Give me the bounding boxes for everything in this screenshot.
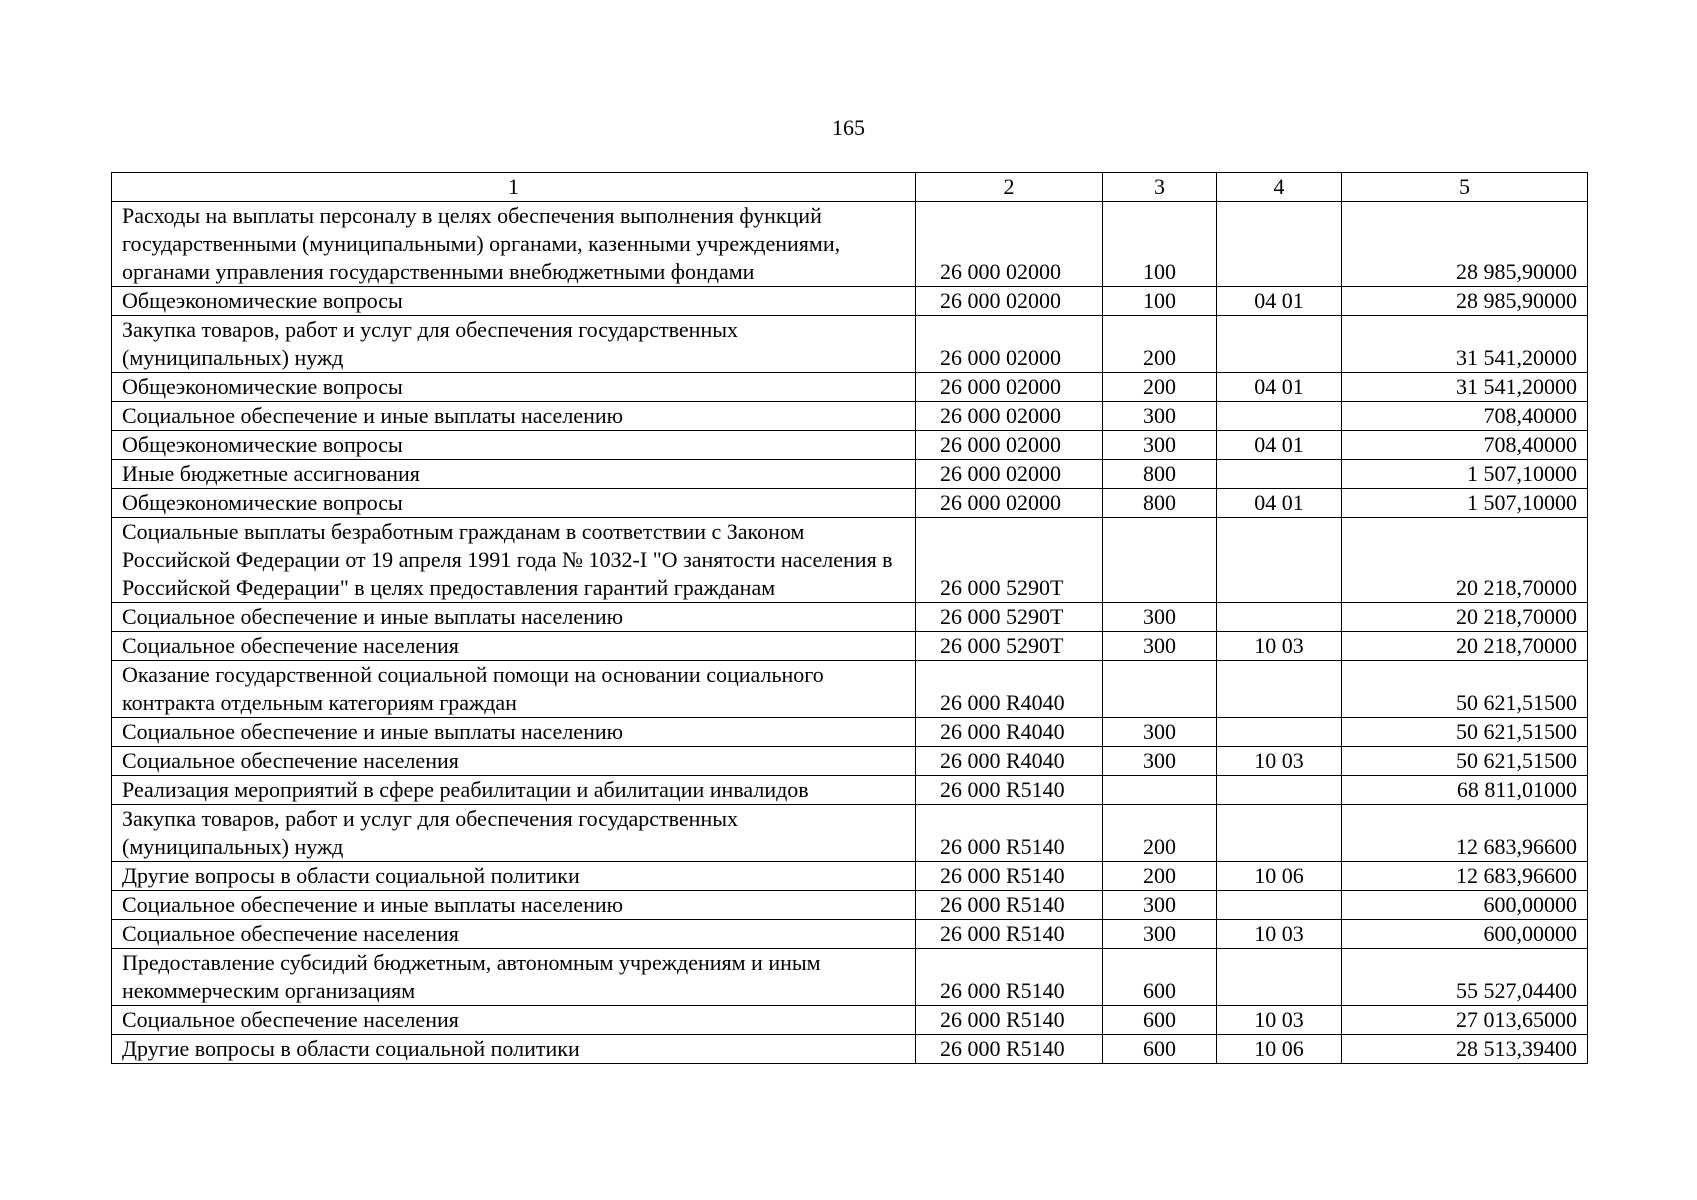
row-sum-cell: 1 507,10000 <box>1342 489 1588 518</box>
row-code-cell: 26 000 R5140 <box>916 891 1103 920</box>
row-sum-cell: 28 513,39400 <box>1342 1035 1588 1064</box>
row-code-cell: 26 000 R4040 <box>916 661 1103 718</box>
row-sum-cell: 50 621,51500 <box>1342 718 1588 747</box>
row-section-cell: 10 03 <box>1217 632 1342 661</box>
row-section-cell <box>1217 805 1342 862</box>
row-expense-type-cell: 300 <box>1103 718 1217 747</box>
table-row <box>112 891 1588 920</box>
row-section-cell: 10 03 <box>1217 1006 1342 1035</box>
row-sum-cell: 55 527,04400 <box>1342 949 1588 1006</box>
table-row <box>112 718 1588 747</box>
row-name-cell: Реализация мероприятий в сфере реабилитации и абилитации инвалидов <box>112 776 916 805</box>
table-row <box>112 862 1588 891</box>
row-expense-type-cell: 600 <box>1103 949 1217 1006</box>
row-section-cell: 04 01 <box>1217 287 1342 316</box>
row-section-cell <box>1217 460 1342 489</box>
row-section-cell: 04 01 <box>1217 431 1342 460</box>
row-expense-type-cell: 200 <box>1103 373 1217 402</box>
row-section-cell <box>1217 518 1342 603</box>
row-section-cell <box>1217 718 1342 747</box>
row-sum-cell: 50 621,51500 <box>1342 661 1588 718</box>
row-section-cell: 10 06 <box>1217 1035 1342 1064</box>
row-name-cell: Социальное обеспечение населения <box>112 747 916 776</box>
row-code-cell: 26 000 R5140 <box>916 862 1103 891</box>
row-code-cell: 26 000 5290Т <box>916 518 1103 603</box>
budget-table-body <box>112 173 1588 1064</box>
row-code-cell: 26 000 R5140 <box>916 776 1103 805</box>
column-header-5: 5 <box>1342 173 1588 202</box>
row-expense-type-cell: 300 <box>1103 747 1217 776</box>
row-name-cell: Иные бюджетные ассигнования <box>112 460 916 489</box>
row-section-cell <box>1217 202 1342 287</box>
row-code-cell: 26 000 02000 <box>916 287 1103 316</box>
row-name-cell: Другие вопросы в области социальной политики <box>112 1035 916 1064</box>
table-row <box>112 1006 1588 1035</box>
row-expense-type-cell: 600 <box>1103 1035 1217 1064</box>
row-expense-type-cell: 300 <box>1103 603 1217 632</box>
row-name-cell: Социальное обеспечение и иные выплаты населению <box>112 402 916 431</box>
row-name-cell: Общеэкономические вопросы <box>112 287 916 316</box>
table-row <box>112 805 1588 862</box>
row-expense-type-cell <box>1103 661 1217 718</box>
row-section-cell: 10 06 <box>1217 862 1342 891</box>
row-name-cell: Расходы на выплаты персоналу в целях обеспечения выполнения функций государственными (муниципальными) органами, казенными учреждениями, органами управления государственными внебюджетными фондами <box>112 202 916 287</box>
row-sum-cell: 50 621,51500 <box>1342 747 1588 776</box>
row-code-cell: 26 000 02000 <box>916 402 1103 431</box>
row-section-cell <box>1217 776 1342 805</box>
row-name-cell: Оказание государственной социальной помощи на основании социального контракта отдельным категориям граждан <box>112 661 916 718</box>
row-section-cell: 10 03 <box>1217 747 1342 776</box>
row-name-cell: Другие вопросы в области социальной политики <box>112 862 916 891</box>
row-expense-type-cell <box>1103 518 1217 603</box>
row-section-cell <box>1217 402 1342 431</box>
row-code-cell: 26 000 5290Т <box>916 632 1103 661</box>
row-expense-type-cell: 200 <box>1103 316 1217 373</box>
table-header-row <box>112 173 1588 202</box>
row-code-cell: 26 000 R4040 <box>916 747 1103 776</box>
row-expense-type-cell: 300 <box>1103 402 1217 431</box>
row-name-cell: Социальное обеспечение и иные выплаты населению <box>112 891 916 920</box>
table-row <box>112 202 1588 287</box>
row-expense-type-cell: 600 <box>1103 1006 1217 1035</box>
table-row <box>112 402 1588 431</box>
row-section-cell <box>1217 949 1342 1006</box>
row-code-cell: 26 000 02000 <box>916 202 1103 287</box>
row-name-cell: Социальные выплаты безработным гражданам в соответствии с Законом Российской Федерации от 19 апреля 1991 года № 1032-I "О занятости населения в Российской Федерации" в целях предоставления гарантий гражданам <box>112 518 916 603</box>
table-row <box>112 460 1588 489</box>
row-section-cell: 04 01 <box>1217 373 1342 402</box>
row-expense-type-cell: 300 <box>1103 920 1217 949</box>
row-expense-type-cell <box>1103 776 1217 805</box>
row-name-cell: Социальное обеспечение и иные выплаты населению <box>112 718 916 747</box>
row-expense-type-cell: 800 <box>1103 489 1217 518</box>
row-name-cell: Закупка товаров, работ и услуг для обеспечения государственных (муниципальных) нужд <box>112 805 916 862</box>
row-code-cell: 26 000 02000 <box>916 460 1103 489</box>
row-sum-cell: 31 541,20000 <box>1342 373 1588 402</box>
row-section-cell: 04 01 <box>1217 489 1342 518</box>
row-code-cell: 26 000 02000 <box>916 431 1103 460</box>
table-row <box>112 489 1588 518</box>
row-section-cell <box>1217 603 1342 632</box>
row-name-cell: Закупка товаров, работ и услуг для обеспечения государственных (муниципальных) нужд <box>112 316 916 373</box>
row-code-cell: 26 000 5290Т <box>916 603 1103 632</box>
row-section-cell <box>1217 891 1342 920</box>
row-expense-type-cell: 300 <box>1103 632 1217 661</box>
row-sum-cell: 27 013,65000 <box>1342 1006 1588 1035</box>
budget-table <box>111 172 1588 1064</box>
row-sum-cell: 31 541,20000 <box>1342 316 1588 373</box>
row-sum-cell: 600,00000 <box>1342 891 1588 920</box>
column-header-4: 4 <box>1217 173 1342 202</box>
column-header-3: 3 <box>1103 173 1217 202</box>
row-sum-cell: 28 985,90000 <box>1342 287 1588 316</box>
row-sum-cell: 600,00000 <box>1342 920 1588 949</box>
row-code-cell: 26 000 02000 <box>916 489 1103 518</box>
row-expense-type-cell: 200 <box>1103 805 1217 862</box>
row-sum-cell: 708,40000 <box>1342 431 1588 460</box>
row-sum-cell: 20 218,70000 <box>1342 632 1588 661</box>
row-sum-cell: 12 683,96600 <box>1342 805 1588 862</box>
row-sum-cell: 708,40000 <box>1342 402 1588 431</box>
page-number: 165 <box>832 115 865 140</box>
row-name-cell: Социальное обеспечение населения <box>112 1006 916 1035</box>
row-code-cell: 26 000 R5140 <box>916 1035 1103 1064</box>
row-code-cell: 26 000 R5140 <box>916 805 1103 862</box>
row-name-cell: Общеэкономические вопросы <box>112 373 916 402</box>
table-row <box>112 776 1588 805</box>
row-expense-type-cell: 200 <box>1103 862 1217 891</box>
table-row <box>112 373 1588 402</box>
row-sum-cell: 1 507,10000 <box>1342 460 1588 489</box>
table-row <box>112 920 1588 949</box>
table-row <box>112 747 1588 776</box>
table-row <box>112 287 1588 316</box>
column-header-2: 2 <box>916 173 1103 202</box>
row-name-cell: Предоставление субсидий бюджетным, автономным учреждениям и иным некоммерческим организациям <box>112 949 916 1006</box>
row-sum-cell: 20 218,70000 <box>1342 603 1588 632</box>
row-expense-type-cell: 800 <box>1103 460 1217 489</box>
table-row <box>112 1035 1588 1064</box>
row-name-cell: Общеэкономические вопросы <box>112 431 916 460</box>
row-name-cell: Социальное обеспечение и иные выплаты населению <box>112 603 916 632</box>
row-section-cell <box>1217 661 1342 718</box>
column-header-1: 1 <box>112 173 916 202</box>
row-section-cell <box>1217 316 1342 373</box>
table-row <box>112 949 1588 1006</box>
row-code-cell: 26 000 02000 <box>916 316 1103 373</box>
table-row <box>112 316 1588 373</box>
row-name-cell: Социальное обеспечение населения <box>112 920 916 949</box>
row-code-cell: 26 000 02000 <box>916 373 1103 402</box>
row-expense-type-cell: 300 <box>1103 431 1217 460</box>
row-expense-type-cell: 300 <box>1103 891 1217 920</box>
row-code-cell: 26 000 R5140 <box>916 920 1103 949</box>
row-section-cell: 10 03 <box>1217 920 1342 949</box>
row-name-cell: Общеэкономические вопросы <box>112 489 916 518</box>
row-sum-cell: 28 985,90000 <box>1342 202 1588 287</box>
row-sum-cell: 20 218,70000 <box>1342 518 1588 603</box>
table-row <box>112 661 1588 718</box>
row-expense-type-cell: 100 <box>1103 202 1217 287</box>
row-sum-cell: 12 683,96600 <box>1342 862 1588 891</box>
table-row <box>112 431 1588 460</box>
table-row <box>112 518 1588 603</box>
row-code-cell: 26 000 R4040 <box>916 718 1103 747</box>
table-row <box>112 632 1588 661</box>
row-name-cell: Социальное обеспечение населения <box>112 632 916 661</box>
row-code-cell: 26 000 R5140 <box>916 1006 1103 1035</box>
row-expense-type-cell: 100 <box>1103 287 1217 316</box>
row-code-cell: 26 000 R5140 <box>916 949 1103 1006</box>
table-row <box>112 603 1588 632</box>
row-sum-cell: 68 811,01000 <box>1342 776 1588 805</box>
